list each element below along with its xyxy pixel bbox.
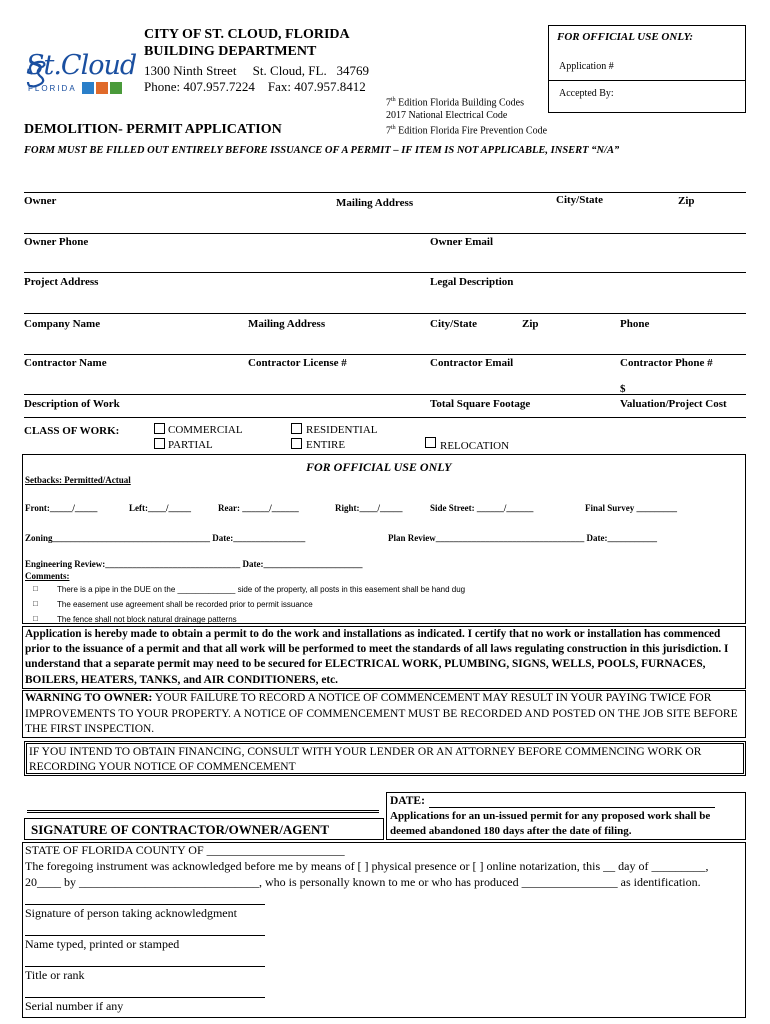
entire-label: ENTIRE [306,439,346,451]
official-section-title: FOR OFFICIAL USE ONLY [306,460,452,474]
description-of-work-label: Description of Work [24,398,120,410]
side-street-field: Side Street: ______/______ [430,503,534,513]
department-phone: Phone: 407.957.7224 Fax: 407.957.8412 [144,79,366,94]
owner-label: Owner [24,195,57,207]
class-of-work-label: CLASS OF WORK: [24,425,120,437]
rear-field: Rear: ______/______ [218,503,299,513]
city-logo [24,50,137,102]
final-survey-field: Final Survey _________ [585,503,678,513]
comments-label: Comments: [25,571,70,581]
city-name: CITY OF ST. CLOUD, FLORIDA [144,27,350,42]
contractor-phone-label: Contractor Phone # [620,357,713,369]
notary-box [22,842,746,1018]
notary-title-line: Title or rank [25,968,85,982]
code-edition-1: 7th Edition Florida Building Codes [386,97,525,109]
left-field: Left:____/_____ [129,503,191,513]
department-address: 1300 Ninth Street St. Cloud, FL. 34769 [144,63,369,78]
dollar-sign: $ [620,383,626,395]
partial-checkbox[interactable] [154,438,165,449]
right-field: Right:____/_____ [335,503,403,513]
abandon-note: Applications for an un-issued permit for any proposed work shall be deemed abandoned 180 days after the date of filing. [390,810,711,837]
relocation-checkbox[interactable] [425,437,436,448]
company-city-state-label: City/State [430,318,478,330]
logo-leaf-icon [110,82,122,94]
financing-box [24,741,746,776]
residential-checkbox[interactable] [291,423,302,434]
logo-subtitle: FLORIDA [28,84,77,93]
official-use-box [548,25,746,113]
entire-checkbox[interactable] [291,438,302,449]
commercial-checkbox[interactable] [154,423,165,434]
company-mailing-label: Mailing Address [248,318,326,330]
date-box [386,792,746,840]
notary-text: The foregoing instrument was acknowledged before me by means of [ ] physical presence or [ ] online notarization, this __ day of _________, 20____ by ______________________________, who is personally known to me or who has produced ________________ as identification. [25,859,709,889]
comment-checkbox-2[interactable]: □ [33,599,38,608]
city-state-label: City/State [556,194,604,206]
contractor-name-label: Contractor Name [24,357,107,369]
relocation-label: RELOCATION [440,440,510,452]
comment-text-2: The easement use agreement shall be recorded prior to permit issuance [57,600,313,609]
logo-waves-icon [82,82,94,94]
contractor-email-label: Contractor Email [430,357,514,369]
warning-text-block [25,691,743,738]
financing-text: IF YOU INTEND TO OBTAIN FINANCING, CONSULT WITH YOUR LENDER OR AN ATTORNEY BEFORE COMMENCING WORK OR RECORDING YOUR NOTICE OF COMMENCEMENT [29,746,702,773]
engineering-review-field: Engineering Review:______________________________ Date:______________________ [25,559,363,569]
plan-review-field: Plan Review_________________________________ Date:___________ [388,533,657,543]
code-edition-3: 7th Edition Florida Fire Prevention Code [386,125,548,137]
comment-checkbox-1[interactable]: □ [33,584,38,593]
warning-text: YOUR FAILURE TO RECORD A NOTICE OF COMMENCEMENT MAY RESULT IN YOUR PAYING TWICE FOR IMPROVEMENTS TO YOUR PROPERTY. A NOTICE OF COMMENCEMENT MUST BE RECORDED AND POSTED ON THE JOB SITE BEFORE THE FIRST INSPECTION. [25,692,738,735]
warning-box [22,690,746,738]
certification-text: Application is hereby made to obtain a permit to do the work and installations as indicated. I certify that no work or installation has commenced prior to the issuance of a permit and that all work will be performed to meet the standards of all laws regulating construction in this jurisdiction. I understand that a separate permit may need to be secured for ELECTRICAL WORK, PLUMBING, SIGNS, WELLS, POOLS, FURNACES, BOILERS, HEATERS, TANKS, and AIR CONDITIONERS, etc. [25,628,729,686]
company-zip-label: Zip [522,318,539,330]
owner-phone-label: Owner Phone [24,236,89,248]
notary-signature-line: Signature of person taking acknowledgment [25,906,237,920]
notary-name-line: Name typed, printed or stamped [25,937,180,951]
project-address-label: Project Address [24,276,99,288]
setbacks-label: Setbacks: Permitted/Actual [25,475,131,485]
zoning-field: Zoning___________________________________ Date:________________ [25,533,306,543]
form-instruction: FORM MUST BE FILLED OUT ENTIRELY BEFORE ISSUANCE OF A PERMIT – IF ITEM IS NOT APPLICABLE, INSERT “N/A” [24,145,620,156]
official-section-box [22,454,746,624]
mailing-address-label: Mailing Address [336,197,414,209]
date-label: DATE: [390,795,425,807]
contractor-license-label: Contractor License # [248,357,347,369]
front-field: Front:_____/_____ [25,503,98,513]
comment-text-1: There is a pipe in the DUE on the _____________ side of the property, all posts in this easement shall be hand dug [57,585,466,594]
accepted-by-label: Accepted By: [559,88,614,99]
code-edition-2: 2017 National Electrical Code [386,110,508,121]
total-square-footage-label: Total Square Footage [430,398,531,410]
zip-label: Zip [678,195,695,207]
commercial-label: COMMERCIAL [168,424,243,436]
residential-label: RESIDENTIAL [306,424,378,436]
form-title: DEMOLITION- PERMIT APPLICATION [24,122,282,137]
logo-arrow-icon [96,82,108,94]
notary-serial-line: Serial number if any [25,999,124,1013]
company-phone-label: Phone [620,318,650,330]
department-name: BUILDING DEPARTMENT [144,44,317,59]
application-number-label: Application # [559,61,614,72]
valuation-label: Valuation/Project Cost [620,398,727,410]
warning-label: WARNING TO OWNER: [25,692,153,704]
legal-description-label: Legal Description [430,276,514,288]
company-name-label: Company Name [24,318,101,330]
certification-box [22,626,746,689]
owner-email-label: Owner Email [430,236,494,248]
logo-wordmark: St.Cloud [26,50,137,81]
notary-state-line: STATE OF FLORIDA COUNTY OF _______________________ [25,843,345,857]
official-use-title: FOR OFFICIAL USE ONLY: [557,31,694,43]
comment-checkbox-3[interactable]: □ [33,614,38,623]
comment-text-3: The fence shall not block natural drainage patterns [57,615,237,624]
partial-label: PARTIAL [168,439,213,451]
signature-label: SIGNATURE OF CONTRACTOR/OWNER/AGENT [31,822,330,837]
signature-label-box [24,818,384,840]
